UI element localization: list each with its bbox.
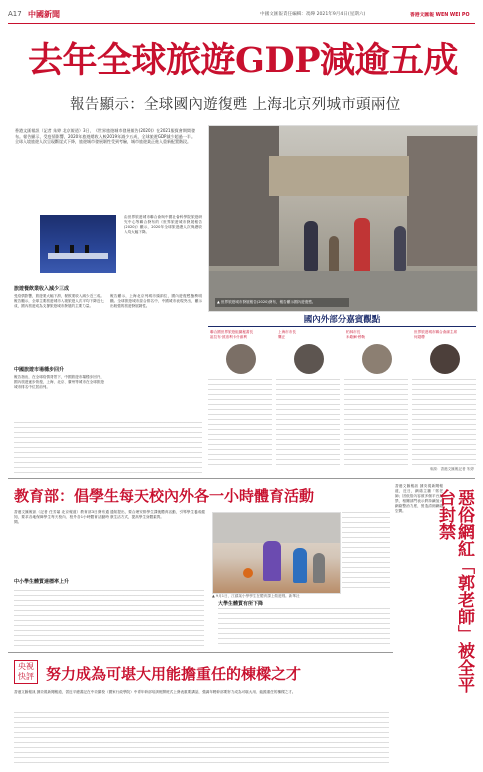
commentary-tag: 央視快評 — [14, 660, 38, 684]
sports-headline: 教育部：倡學生每天校內外各一小時體育活動 — [14, 487, 315, 505]
header-rule — [8, 23, 475, 24]
guest-name: 何超瓊 — [414, 335, 425, 339]
guest-name: 龔正 — [278, 335, 286, 339]
side-column-body: 香港文匯報訊 據央視新聞報道，近日，網絡主播「郭老師」因低俗內容被多個平台封禁，相關部門表示將持續加大網絡整治力度，營造清朗網絡空間。 — [395, 484, 443, 513]
street-photo — [208, 125, 478, 312]
col1-subhead-2: 中國旅遊市場穩步回升 — [14, 367, 65, 373]
guest-name: 祖拉布·波洛利卡什維利 — [210, 335, 248, 339]
col1-body-1: 受疫情影響，旅遊業大幅下滑，餐飲業收入減少近三成。報告顯示，全球主要旅遊城市入境旅遊人次平均下降近七成，國內旅遊成為支撐旅遊城市發展的主要力量。 — [14, 294, 104, 308]
guest-portrait — [362, 344, 392, 374]
header-info: 中國文匯報責任編輯：馮燁 2021年9月4日(星期六) — [260, 12, 366, 17]
col1-subhead-1: 旅遊餐飲業收入減少三成 — [14, 286, 70, 292]
text-column-filler — [14, 712, 389, 764]
text-column-filler — [14, 590, 204, 648]
text-column-filler — [342, 512, 390, 592]
sports-subhead-2: 大學生體質有所下降 — [218, 601, 264, 607]
basketball-photo — [212, 512, 341, 594]
guest-role: 上海市市長 — [278, 330, 296, 334]
section-divider — [8, 478, 475, 479]
guest-portrait — [226, 344, 256, 374]
lead-paragraph: 香港文匯報訊（記者 朱婷 北京報道）3日，《世界旅遊城市發展報告(2020)》在2021服貿會期間發布。報告顯示，受疫情影響，2020年旅遊總收入較2019年減少五成，全球旅遊GDP減少超過一半。全球入境旅遊人次呈現斷崖式下降，旅遊城市發展韌性受到考驗，城市旅遊業正進入重新配置階段。 — [15, 128, 195, 145]
sports-body: 通知提出，要合理安排學生課後體育活動，引導學生養成健康生活方式，提高學生身體素質。 — [110, 510, 205, 519]
guest-role: 柏林市長 — [346, 330, 361, 334]
main-subhead: 報告顯示：全球國內遊復甦 上海北京列城市頭兩位 — [70, 97, 401, 113]
conference-photo — [40, 215, 116, 273]
text-column-filler — [218, 608, 390, 648]
bottom-headline: 努力成為可堪大用能擔重任的棟樑之才 — [46, 665, 302, 683]
guests-section — [208, 313, 476, 475]
guest-quotes — [208, 379, 476, 465]
sports-subhead-1: 中小學生體質達標率上升 — [14, 579, 70, 585]
side-column-title: 惡俗網紅「郭老師」被全平台封禁 — [435, 489, 474, 693]
col2-body: 報告顯示，上海北京列城市頭兩位，國內遊復甦態勢明顯。全球旅遊城市綜合排名中，中國城市表現突出，顯示出較強的旅遊發展韌性。 — [110, 294, 202, 308]
photo-caption: ▲ 世界旅遊城市發展報告(2020)發布，報告顯示國內遊復甦。 — [215, 298, 349, 307]
guest-name: 米歇爾·穆勒 — [346, 335, 366, 339]
bottom-body: 香港文匯報訊 據央視新聞報道，習近平總書記在中央黨校（國家行政學院）中青年幹部培訓班開班式上發表重要講話，強調年輕幹部要努力成為可堪大用、能擔重任的棟樑之才。 — [14, 690, 296, 694]
guest-portrait — [430, 344, 460, 374]
guest-portrait — [294, 344, 324, 374]
guests-source: 來源：香港文匯報記者 朱婷 — [429, 467, 474, 471]
guest-role: 聯合國世界旅遊組織秘書長 — [210, 330, 254, 334]
page-number: A17 — [8, 10, 22, 18]
guest-role: 世界旅遊城市聯合會副主席 — [414, 330, 458, 334]
col1-body-2: 報告指出，在全球疫情背景下，中國旅遊市場穩步回升，國內旅遊逐步恢復，上海、北京、廣州等城市在全球旅遊城市排名中位居前列。 — [14, 375, 104, 389]
guests-title: 國內外部分嘉賓觀點 — [303, 315, 381, 325]
main-headline: 去年全球旅遊GDP減逾五成 — [28, 40, 459, 81]
side-column — [395, 484, 477, 704]
sports-lead: 香港文匯報訊（記者 任芳頡 北京報道）教育部3日發布通知，要求各地保障學生每天校內、校外各1小時體育活動時間。 — [14, 510, 109, 524]
brand-logo: 香港文匯報 WEN WEI PO — [410, 13, 470, 18]
sports-photo-caption: ▲ 9月1日，江蘇某小學學生在體育課上做遊戲。新華社 — [212, 594, 300, 598]
section-divider — [8, 652, 393, 653]
page-header — [8, 8, 475, 22]
section-title: 中國新聞 — [28, 10, 60, 19]
sidebar-body: 由世界旅遊城市聯合會與中國社會科學院旅遊研究中心等聯合發布的《世界旅遊城市發展報告(2020)》顯示，2020年全球旅遊總人次與總收入均大幅下降。 — [124, 215, 202, 234]
text-column-filler — [14, 422, 202, 474]
